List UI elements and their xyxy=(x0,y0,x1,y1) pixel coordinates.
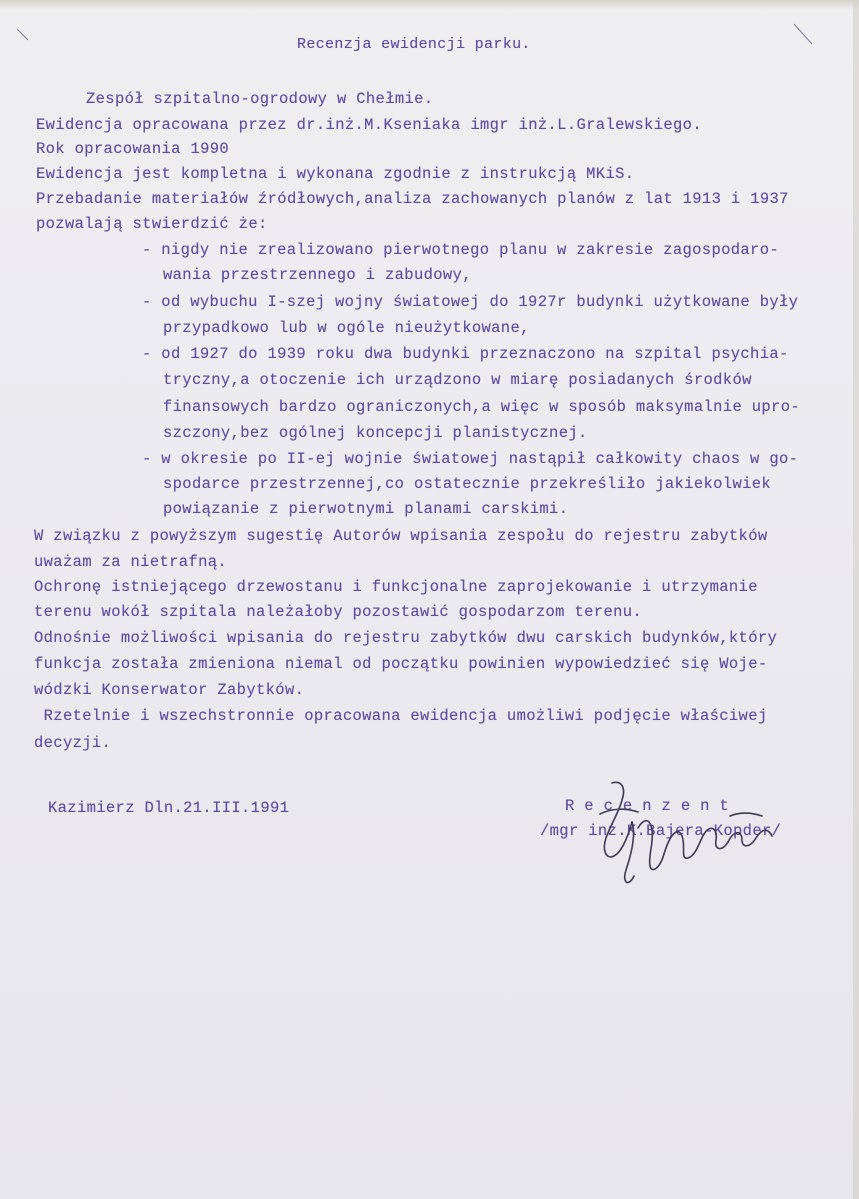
handwritten-signature xyxy=(592,778,782,898)
bullet-line: - od 1927 do 1939 roku dwa budynki przeznaczono na szpital psychia- xyxy=(142,345,789,363)
text-line: W związku z powyższym sugestię Autorów wpisania zespołu do rejestru zabytków xyxy=(34,527,768,545)
bullet-line: - od wybuchu I-szej wojny światowej do 1927r budynki użytkowane były xyxy=(142,293,799,311)
paper-right-edge xyxy=(853,0,859,1199)
bullet-continuation: finansowych bardzo ograniczonych,a więc w sposób maksymalnie upro- xyxy=(163,398,800,416)
reviewer-heading: R e c e n z e n t xyxy=(565,797,730,815)
text-line: funkcja została zmieniona niemal od początku powinien wypowiedzieć się Woje- xyxy=(34,655,768,673)
text-line: Zespół szpitalno-ogrodowy w Chełmie. xyxy=(86,90,434,108)
text-line: Przebadanie materiałów źródłowych,analiza zachowanych planów z lat 1913 i 1937 xyxy=(36,190,789,208)
paper-top-edge xyxy=(0,0,859,10)
text-line: Ochronę istniejącego drzewostanu i funkcjonalne zaprojekowanie i utrzymanie xyxy=(34,578,758,596)
text-line: decyzji. xyxy=(34,734,112,752)
bullet-continuation: spodarce przestrzennej,co ostatecznie przekreśliło jakiekolwiek xyxy=(163,475,772,493)
bullet-continuation: wania przestrzennego i zabudowy, xyxy=(163,266,472,284)
bullet-line: - nigdy nie zrealizowano pierwotnego planu w zakresie zagospodaro- xyxy=(142,241,779,259)
text-line: Rok opracowania 1990 xyxy=(36,140,230,158)
bullet-continuation: szczony,bez ogólnej koncepcji planistycznej. xyxy=(163,424,588,442)
text-line: wódzki Konserwator Zabytków. xyxy=(34,681,305,699)
bullet-line: - w okresie po II-ej wojnie światowej nastąpił całkowity chaos w go- xyxy=(142,450,799,468)
document-title: Recenzja ewidencji parku. xyxy=(297,36,531,53)
text-line: Odnośnie możliwości wpisania do rejestru zabytków dwu carskich budynków,który xyxy=(34,629,778,647)
paper-mark xyxy=(790,20,820,50)
text-line: terenu wokół szpitala należałoby pozostawić gospodarzom terenu. xyxy=(34,603,643,621)
text-line: uważam za nietrafną. xyxy=(34,553,228,571)
text-line: Ewidencja jest kompletna i wykonana zgodnie z instrukcją MKiS. xyxy=(36,165,635,183)
bullet-continuation: tryczny,a otoczenie ich urządzono w miarę posiadanych środków xyxy=(163,371,752,389)
text-line: Rzetelnie i wszechstronnie opracowana ewidencja umożliwi podjęcie właściwej xyxy=(34,707,768,725)
text-line: pozwalają stwierdzić że: xyxy=(36,215,268,233)
place-date: Kazimierz Dln.21.III.1991 xyxy=(48,799,290,817)
bullet-continuation: przypadkowo lub w ogóle nieużytkowane, xyxy=(163,319,530,337)
reviewer-name: /mgr inż.K.Bajera-Kopder/ xyxy=(540,822,782,840)
text-line: Ewidencja opracowana przez dr.inż.M.Kseniaka imgr inż.L.Gralewskiego. xyxy=(36,116,702,134)
bullet-continuation: powiązanie z pierwotnymi planami carskimi. xyxy=(163,500,569,518)
paper-mark xyxy=(14,26,34,46)
